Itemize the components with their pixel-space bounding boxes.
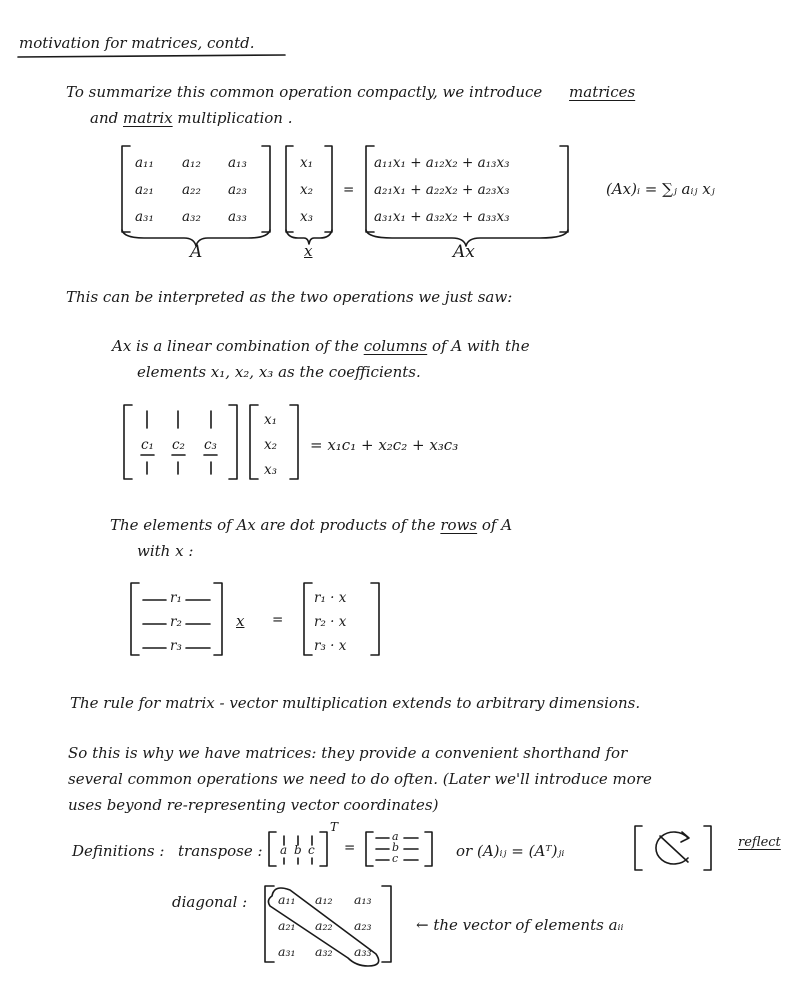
dot-product: r₁ · x [314,590,347,606]
diagonal-label: diagonal : [172,893,248,911]
row-vector: r₂ [170,614,182,630]
equals-sign: = [272,612,284,628]
matrix-A-cell: a₃₃ [228,209,247,225]
vector-x-entry: x₁ [300,155,314,171]
op1-line-1 [112,337,530,355]
label-x: x [304,242,313,260]
diagonal-matrix-cell: a₁₃ [354,892,372,907]
bracket-x-right [325,146,332,232]
transpose-superscript: T [330,820,339,834]
term-matrix: matrix [123,109,173,127]
matrix-A-cell: a₃₂ [182,209,201,225]
bracket-T2-right [425,832,432,866]
Ax-entry: a₁₁x₁ + a₁₂x₂ + a₁₃x₃ [374,155,510,171]
definitions-label: Definitions : [72,842,165,860]
para-line-2: several common operations we need to do often. (Later we'll introduce more [68,770,652,788]
Ax-entry: a₃₁x₁ + a₃₂x₂ + a₃₃x₃ [374,209,510,225]
matrix-A-cell: a₂₃ [228,182,247,198]
label-Ax: Ax [453,242,475,262]
column-vector: c₃ [204,437,217,453]
bracket-Ax-right [560,146,568,232]
matrix-A-cell: a₂₁ [135,182,154,198]
bracket-A-right [262,146,270,232]
term-matrices: matrices [569,83,636,101]
diagonal-note: ← the vector of elements aᵢᵢ [416,916,624,934]
diagonal-matrix-cell: a₂₂ [315,918,333,933]
transpose-row-letter: c [392,852,399,865]
vector-x-entry: x₂ [300,182,314,198]
bracket-C-right [229,405,237,479]
matrix-A-cell: a₁₁ [135,155,154,171]
rule-line: The rule for matrix - vector multiplication extends to arbitrary dimensions. [70,694,641,712]
diagonal-matrix-cell: a₂₃ [354,918,372,933]
op2-text-a: The elements of Ax are dot products of the [110,516,436,534]
vector-x-entry: x₃ [264,462,278,478]
op1-text-b: of A with the [431,337,530,355]
bracket-C-left [124,405,132,479]
diagonal-matrix-cell: a₁₂ [315,892,333,907]
diagonal-matrix-cell: a₃₂ [315,944,333,959]
op2-line-2: with x : [137,542,194,560]
page-title: motivation for matrices, contd. [19,34,255,52]
diagonal-matrix-cell: a₁₁ [278,892,296,907]
equals-sign: = [343,182,355,198]
para-line-3: uses beyond re-representing vector coordinates) [68,796,439,814]
bracket-x2-right [290,405,298,479]
vector-x: x [236,612,245,630]
intro-text-3: multiplication . [177,109,293,127]
column-vector: c₁ [141,437,154,453]
para-line-1: So this is why we have matrices: they provide a convenient shorthand for [68,744,628,762]
vector-x-entry: x₁ [264,412,278,428]
op2-line-1 [110,516,512,534]
op2-text-b: of A [481,516,513,534]
reflect-diagonal [660,836,688,862]
transpose-row-letter: b [392,841,400,854]
bracket-A-left [122,146,130,232]
Ax-entry: a₂₁x₁ + a₂₂x₂ + a₂₃x₃ [374,182,510,198]
reflect-note: reflect [738,835,781,850]
dot-product: r₂ · x [314,614,347,630]
intro-line-1 [66,83,635,101]
transpose-formula: or (A)ᵢⱼ = (Aᵀ)ⱼᵢ [456,842,565,860]
bracket-R-left [131,583,139,655]
column-combination: = x₁c₁ + x₂c₂ + x₃c₃ [310,436,459,454]
bracket-x-left [286,146,293,232]
op1-text-a: Ax is a linear combination of the [112,337,359,355]
matrix-A-cell: a₂₂ [182,182,201,198]
transpose-col-letter: b [294,843,302,857]
title-underline [18,55,285,57]
intro-text-1: To summarize this common operation compactly, we introduce [66,83,543,101]
intro-line-2 [90,109,293,127]
bracket-R-right [214,583,222,655]
bracket-T1-left [269,832,276,866]
row-vector: r₃ [170,638,182,654]
bracket-reflect-left [635,826,642,870]
bracket-T1-right [320,832,327,866]
dot-product: r₃ · x [314,638,347,654]
reflect-arrow-head [681,832,689,842]
bracket-Ax-left [366,146,374,232]
diagonal-matrix-cell: a₂₁ [278,918,296,933]
matrix-A-cell: a₃₁ [135,209,154,225]
transpose-col-letter: c [308,843,315,857]
term-rows: rows [440,516,478,534]
matrix-A-cell: a₁₂ [182,155,201,171]
equals-sign: = [344,840,356,856]
transpose-row-letter: a [392,830,399,843]
bracket-D-left [265,886,274,962]
bracket-D-right [382,886,391,962]
intro-text-2: and [90,109,119,127]
op1-line-2: elements x₁, x₂, x₃ as the coefficients. [137,363,421,381]
bracket-T2-left [366,832,373,866]
vector-x-entry: x₂ [264,437,278,453]
diagonal-matrix-cell: a₃₃ [354,944,372,959]
row-vector: r₁ [170,590,182,606]
interpretation-line: This can be interpreted as the two operations we just saw: [66,288,513,306]
vector-x-entry: x₃ [300,209,314,225]
bracket-dots-left [304,583,312,655]
term-columns: columns [363,337,428,355]
bracket-dots-right [371,583,379,655]
column-vector: c₂ [172,437,185,453]
diagonal-matrix-cell: a₃₁ [278,944,296,959]
transpose-col-letter: a [280,843,288,857]
sum-formula: (Ax)ᵢ = ∑ⱼ aᵢⱼ xⱼ [606,180,715,198]
label-A: A [190,242,203,262]
transpose-label: transpose : [178,842,263,860]
bracket-reflect-right [704,826,711,870]
bracket-x2-left [250,405,258,479]
reflect-arrow-arc [656,832,688,864]
matrix-A-cell: a₁₃ [228,155,247,171]
